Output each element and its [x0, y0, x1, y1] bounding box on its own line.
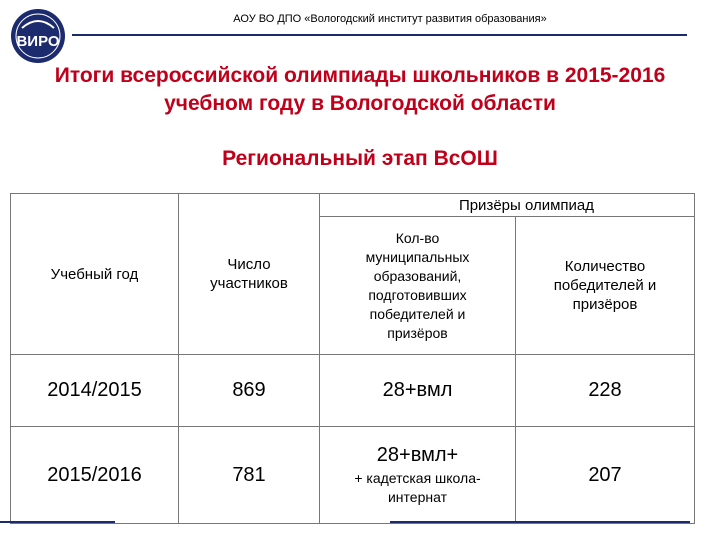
row-municipalities: [320, 427, 516, 524]
header-divider: [72, 34, 687, 36]
organization-name: АОУ ВО ДПО «Вологодский институт развития образования»: [233, 13, 547, 25]
header-participants: Число участников: [179, 194, 320, 355]
footer-line-left: [0, 521, 115, 523]
header-winners: Количество победителей и призёров: [516, 217, 695, 355]
results-table: [10, 193, 695, 524]
table-row: [11, 355, 695, 427]
title-line-2: учебном году в Вологодской области: [164, 92, 556, 115]
row-municipalities: 28+вмл: [320, 355, 516, 427]
footer-line-right: [390, 521, 690, 523]
row-participants: 869: [179, 355, 320, 427]
page-title: [0, 62, 720, 118]
municipalities-note: + кадетская школа-интернат: [354, 469, 481, 505]
header-municipalities: Кол-во муниципальных образований, подготовивших победителей и призёров: [320, 217, 516, 355]
viro-logo: [8, 6, 68, 66]
row-year: 2015/2016: [11, 427, 179, 524]
title-line-1: Итоги всероссийской олимпиады школьников в 2015-2016: [54, 64, 666, 87]
row-participants: 781: [179, 427, 320, 524]
row-winners: 228: [516, 355, 695, 427]
table-row: [11, 427, 695, 524]
row-year: 2014/2015: [11, 355, 179, 427]
table-header-row-1: [11, 194, 695, 217]
header-prize-group: Призёры олимпиад: [320, 194, 695, 217]
row-winners: 207: [516, 427, 695, 524]
municipalities-value: 28+вмл+: [376, 443, 459, 466]
header-year: Учебный год: [11, 194, 179, 355]
page-subtitle: Региональный этап ВсОШ: [222, 147, 498, 170]
logo-text: ВИРО: [16, 33, 60, 50]
